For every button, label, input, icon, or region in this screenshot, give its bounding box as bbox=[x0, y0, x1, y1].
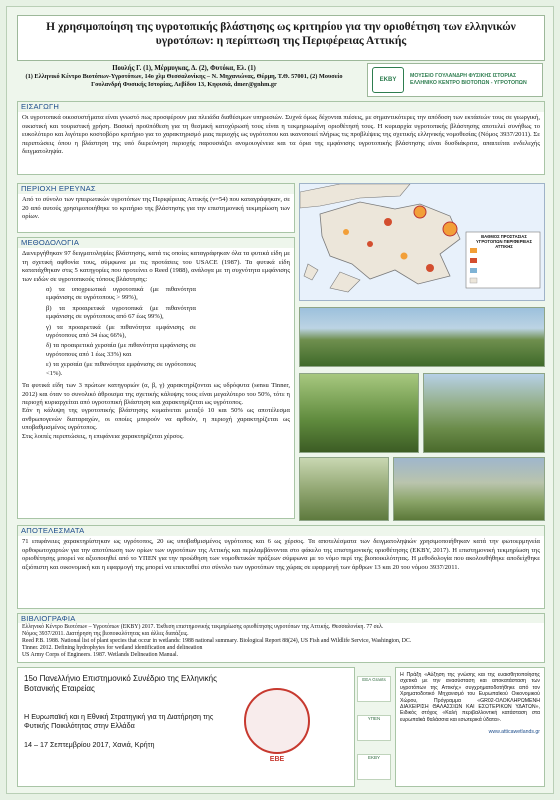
ekby-small-logo: ΕΚΒΥ bbox=[357, 754, 391, 780]
sampling-photo-1 bbox=[299, 373, 419, 453]
area-text: Από το σύνολο των ηπειρωτικών υγροτόπων της Περιφέρειας Αττικής (ν=54) που καταγράφηκαν, σε 20 από αυτούς χρησιμοποιήθηκε το κριτήριο της βλάστησης για την επιστημονική τεκμηρίωση των ορίων. bbox=[22, 196, 290, 221]
conference-line-2: Η Ευρωπαϊκή και η Εθνική Στρατηγική για τη Διατήρηση της Φυτικής Ποικιλότητας στην Ελλάδα bbox=[24, 712, 214, 730]
institution-logo bbox=[367, 63, 543, 97]
category-b: β) τα προαιρετικά υγροτοπικά (με πιθανότητα εμφάνισης σε υγρότοπους από 67 έως 99%), bbox=[46, 304, 196, 321]
conference-line-1: 15ο Πανελλήνιο Επιστημονικό Συνέδριο της Ελληνικής Βοτανικής Εταιρείας bbox=[24, 674, 217, 693]
bibliography-list bbox=[18, 623, 544, 661]
plant-photo-2 bbox=[393, 457, 545, 521]
method-body bbox=[18, 248, 294, 443]
area-heading: ΠΕΡΙΟΧΗ ΕΡΕΥΝΑΣ bbox=[18, 184, 294, 194]
authors-block bbox=[19, 65, 349, 90]
map-legend-title: ΒΑΘΜΟΣ ΠΡΟΣΤΑΣΙΑΣ ΥΓΡΟΤΟΠΩΝ ΠΕΡΙΦΕΡΕΙΑΣ ΑΤΤΙΚΗΣ bbox=[476, 234, 532, 249]
affiliations: (1) Ελληνικό Κέντρο Βιοτόπων-Υγροτόπων, 14ο χλμ Θεσσαλονίκης – Ν. Μηχανιώνας, Θέρμη, Τ.Θ. 57001, (2) Μουσείο Γουλανδρή Φυσικής Ιστορίας, Λεβίδου 13, Κηφισιά, dmer@gnhm.gr bbox=[25, 73, 343, 89]
poster bbox=[6, 6, 554, 794]
funding-text: Η Πράξη «Αύξηση της γνώσης και της ευαισθητοποίησης σχετικά με την ανασύσταση και αποκατάσταση των υγροτόπων της Αττικής» συγχρηματοδοτήθηκε από τον Χρηματοδοτικό Μηχανισμό του Ευρωπαϊκού Οικονομικού Χώρου, Πρόγραμμα «GR02-ΟΛΟΚΛΗΡΩΜΕΝΗ ΔΙΑΧΕΙΡΙΣΗ ΘΑΛΑΣΣΙΩΝ ΚΑΙ ΕΣΩΤΕΡΙΚΩΝ ΥΔΑΤΩΝ», Ειδικός στόχος «Καλή περιβαλλοντική κατάσταση στα ευρωπαϊκά θαλάσσια και εσωτερικά ύδατα». bbox=[400, 672, 540, 723]
plant-photo-1 bbox=[299, 457, 389, 521]
eea-grants-logo: EEA Grants bbox=[357, 676, 391, 702]
project-url[interactable]: www.atticawetlands.gr bbox=[488, 729, 540, 736]
bibliography-section bbox=[17, 613, 545, 663]
authors: Πουλής Γ. (1), Μέρμυγκας, Δ. (2), Φυτόκα, Ελ. (1) bbox=[112, 65, 256, 72]
area-section bbox=[17, 183, 295, 233]
botanical-society-seal bbox=[244, 688, 310, 763]
category-d: δ) τα προαιρετικά χερσαία (με πιθανότητα εμφάνισης σε υγρότοπους από 1 έως 33%) και bbox=[46, 342, 196, 358]
results-section bbox=[17, 525, 545, 609]
funding-note bbox=[395, 667, 545, 787]
logo-text bbox=[410, 73, 527, 87]
method-text-2: Τα φυτικά είδη των 3 πρώτων κατηγοριών (α, β, γ) χαρακτηρίζονται ως υδρόφυτα (sensu Tinner, 2012) και όταν το συνολικό άθροισμα της σχετικής κάλυψης τους είναι μεγαλύτερο του 50%, τότε η περιοχή κυριαρχείται από υγροτοπική βλάστηση και χαρακτηρίζεται ως υγρότοπος. bbox=[22, 382, 290, 406]
method-text-3: Εάν η κάλυψη της υγροτοπικής βλάστησης κυμαίνεται μεταξύ 10 και 50% ως αποτέλεσμα ανθρωπογενών διαταραχών, οι οποίες μπορούν να αρθούν, η περιοχή χαρακτηρίζεται ως υποβαθμισμένος υγρότοπος. bbox=[22, 407, 290, 432]
attica-wetlands-map bbox=[299, 183, 545, 301]
ref-2: Νόμος 3937/2011. Διατήρηση της βιοποικιλότητας και άλλες διατάξεις. bbox=[22, 631, 189, 637]
seal-text: ΕΒΕ bbox=[269, 756, 285, 763]
sampling-photo-2 bbox=[423, 373, 545, 453]
category-list bbox=[46, 286, 196, 378]
intro-heading: ΕΙΣΑΓΩΓΗ bbox=[18, 102, 544, 112]
poster-title: Η χρησιμοποίηση της υγροτοπικής βλάστησης ως κριτηρίου για την οριοθέτηση των ελληνικών υγροτόπων: η περίπτωση της Περιφέρειας Αττικής bbox=[17, 15, 545, 61]
category-c: γ) τα προαιρετικά (με πιθανότητα εμφάνισης σε υγρότοπους από 34 έως 66%), bbox=[46, 323, 196, 340]
category-a: α) τα υποχρεωτικά υγροτοπικά (με πιθανότητα εμφάνισης σε υγρότοπους > 99%), bbox=[46, 286, 196, 302]
logo-text-1: ΜΟΥΣΕΙΟ ΓΟΥΛΑΝΔΡΗ ΦΥΣΙΚΗΣ ΙΣΤΟΡΙΑΣ bbox=[410, 73, 517, 79]
funding-logos bbox=[355, 669, 393, 787]
ref-1: Ελληνικό Κέντρο Βιοτόπων – Υγροτόπων (ΕΚΒΥ) 2017. Έκθεση επιστημονικής τεκμηρίωσης οριοθέτησης υγροτόπων της Αττικής. Θεσσαλονίκη. 77 σελ. bbox=[22, 624, 384, 630]
wetland-photo-reeds bbox=[299, 307, 545, 367]
results-heading: ΑΠΟΤΕΛΕΣΜΑΤΑ bbox=[18, 526, 544, 536]
ref-5: US Army Corps of Engineers. 1987. Wetlands Delineation Manual. bbox=[22, 652, 179, 658]
conference-line-3: 14 – 17 Σεπτεμβρίου 2017, Χανιά, Κρήτη bbox=[24, 740, 155, 749]
method-text-4: Στις λοιπές περιπτώσεις, η επιφάνεια χαρακτηρίζεται χέρσος. bbox=[22, 432, 184, 440]
ref-3: Reed P.B. 1988. National list of plant species that occur in wetlands: 1988 national summary. Biological Report 88(24), US Fish and Wildlife Service, Washington, DC. bbox=[22, 638, 412, 644]
intro-text: Οι υγροτοπικά οικοσυστήματα είναι γνωστό πως προσφέρουν μια πλειάδα διαθέσιμων υπηρεσιών. Συχνά όμως δέχονται πιέσεις, με σημαντικότερες την απόδοση των εκτάσεών τους σε γεωργική, οικιστική και τουριστική χρήση. Βασική προϋπόθεση για τη θεσμική κατοχύρωσή τους είναι η τεκμηριωμένη οριοθέτησή τους. Η κυριαρχία υγροτοπικής βλάστησης αποτελεί συνήθως το ευκολότερο και λιγότερο κοστοβόρο κριτήριο για το χαρακτηρισμό μιας περιοχής ως υγρότοπου και ικανοποιεί πλήρως τις προβλέψεις της σχετικής ελληνικής νομοθεσίας (Νόμος 3937/2011). Σε περιπτώσεις όπου η βλάστηση της υπό διερεύνηση περιοχής παρουσιάζει ανομοιογένεια και τα όρια της εμφάνισης υγροτοπικής βλάστησης είναι δυσδιάκριτα, απαιτείται ενδελεχής δειγματοληψία. bbox=[22, 114, 540, 156]
logo-text-2: ΕΛΛΗΝΙΚΟ ΚΕΝΤΡΟ ΒΙΟΤΟΠΩΝ - ΥΓΡΟΤΟΠΩΝ bbox=[410, 80, 527, 86]
intro-section bbox=[17, 101, 545, 175]
bibliography-heading: ΒΙΒΛΙΟΓΡΑΦΙΑ bbox=[18, 614, 544, 623]
method-text: Διενεργήθηκαν 97 δειγματοληψίες βλάστησης, κατά τις οποίες καταγράφηκαν όλα τα φυτικά είδη με τη σχετική αφθονία τους, σύμφωνα με τις προτάσεις του USACE (1987). Τα φυτικά είδη κατατάχθηκαν στις 5 κατηγορίες που προτείνει ο Reed (1988), ανάλογα με τη συχνότητα εμφάνισης των ειδών σε υγροτοπικούς τύπους βλάστησης: bbox=[22, 250, 290, 283]
ekby-logo-mark: ΕΚΒΥ bbox=[372, 67, 404, 93]
results-text: 71 επιφάνειες χαρακτηρίστηκαν ως υγρότοπος, 20 ως υποβαθμισμένος υγρότοπος και 6 ως χέρσος. Τα αποτελέσματα των δειγματοληψιών χρησιμοποιήθηκαν κατά την φωτοερμηνεία ορθοφωτοχαρτών για την αποτύπωση των ορίων των υγροτόπων της Αττικής και περιλαμβάνονται στο φάκελο της επιστημονικής οριοθέτησης (ΕΚΒΥ, 2017). Η επιστημονική τεκμηρίωση της οριοθέτησης μπορεί να αξιοποιηθεί από το ΥΠΕΝ για την προώθηση των νομοθετικών πράξεων σύμφωνα με το νόμο περί της βιοποικιλότητας. Η μεθοδολογία που ακολουθήθηκε αποδείχθηκε αξιόπιστη και οικονομική και η εφαρμογή της μπορεί να επεκταθεί στο σύνολο των υγροτόπων της χώρας σε εφαρμογή των άρθρων 13 και 20 του νόμου 3937/2011. bbox=[22, 538, 540, 571]
method-heading: ΜΕΘΟΔΟΛΟΓΙΑ bbox=[18, 238, 294, 248]
category-e: ε) τα χερσαία (με πιθανότητα εμφάνισης σε υγρότοπους <1%). bbox=[46, 361, 196, 377]
conference-block bbox=[17, 667, 355, 787]
ypen-logo: ΥΠΕΝ bbox=[357, 715, 391, 741]
method-section bbox=[17, 237, 295, 519]
ref-4: Tinner. 2012. Defining hydrophytes for wetland identification and delineation bbox=[22, 645, 203, 651]
